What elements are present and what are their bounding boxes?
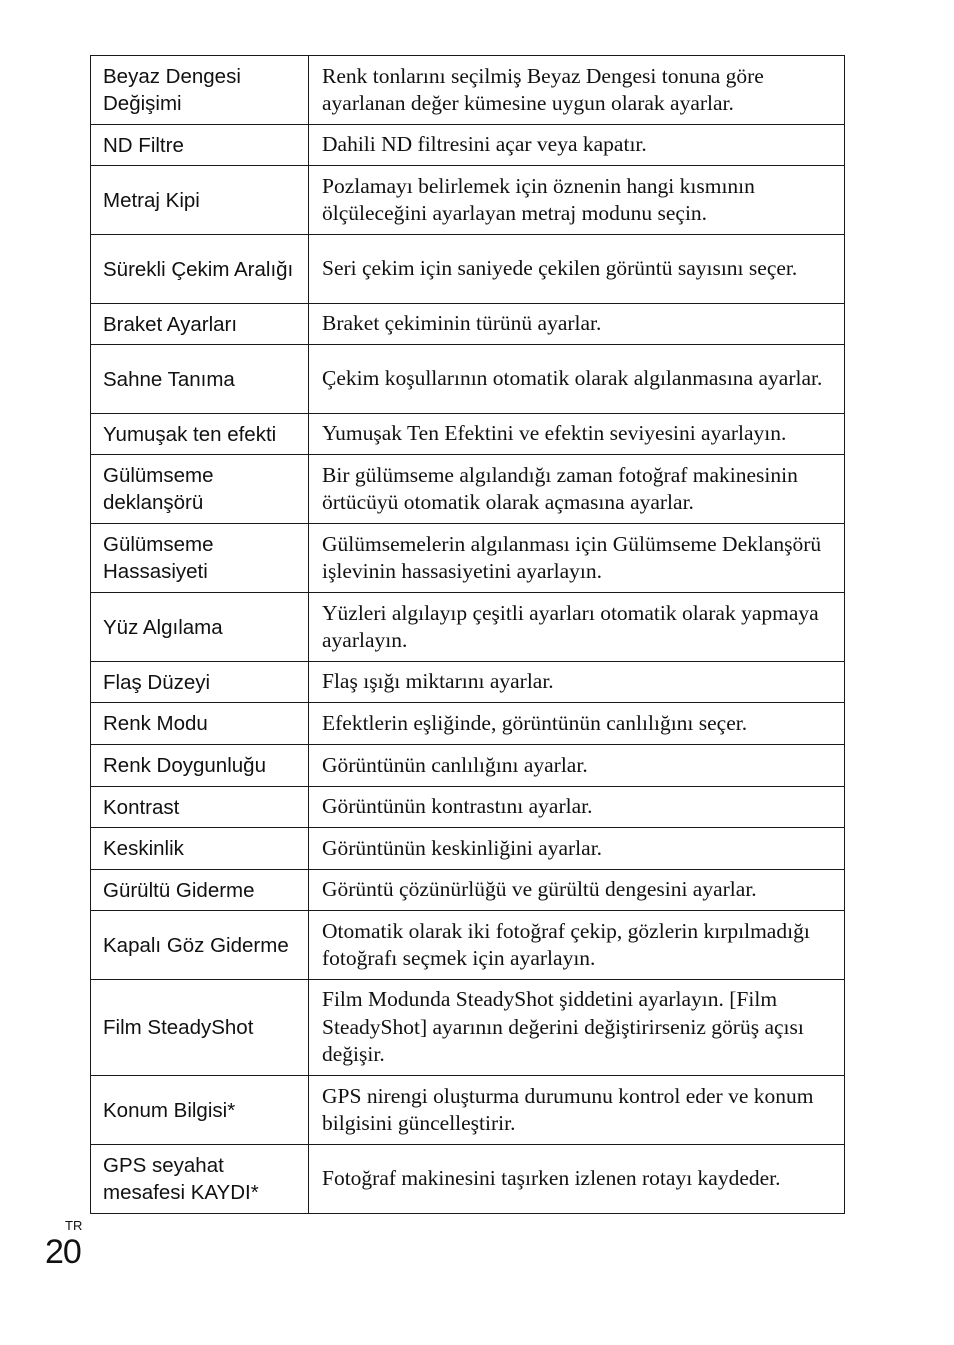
setting-term: Film SteadyShot xyxy=(91,980,309,1076)
table-row xyxy=(91,455,845,524)
language-code: TR xyxy=(65,1218,83,1233)
table-row xyxy=(91,235,845,304)
setting-description: Otomatik olarak iki fotoğraf çekip, gözlerin kırpılmadığı fotoğrafı seçmek için ayarlayın. xyxy=(309,911,845,980)
setting-description: Yumuşak Ten Efektini ve efektin seviyesini ayarlayın. xyxy=(309,414,845,455)
setting-description: Seri çekim için saniyede çekilen görüntü sayısını seçer. xyxy=(309,235,845,304)
table-row xyxy=(91,304,845,345)
table-row xyxy=(91,870,845,911)
table-row xyxy=(91,787,845,828)
setting-description: Yüzleri algılayıp çeşitli ayarları otomatik olarak yapmaya ayarlayın. xyxy=(309,593,845,662)
setting-term: ND Filtre xyxy=(91,125,309,166)
table-row xyxy=(91,911,845,980)
setting-description: GPS nirengi oluşturma durumunu kontrol eder ve konum bilgisini güncelleştirir. xyxy=(309,1076,845,1145)
table-row xyxy=(91,524,845,593)
table-row xyxy=(91,166,845,235)
setting-description: Görüntü çözünürlüğü ve gürültü dengesini ayarlar. xyxy=(309,870,845,911)
setting-term: Sürekli Çekim Aralığı xyxy=(91,235,309,304)
setting-description: Pozlamayı belirlemek için öznenin hangi kısmının ölçüleceğini ayarlayan metraj modunu seçin. xyxy=(309,166,845,235)
setting-description: Görüntünün keskinliğini ayarlar. xyxy=(309,828,845,870)
setting-term: Sahne Tanıma xyxy=(91,345,309,414)
setting-term: GPS seyahat mesafesi KAYDI* xyxy=(91,1145,309,1214)
table-row xyxy=(91,345,845,414)
table-row xyxy=(91,1145,845,1214)
setting-term: Kapalı Göz Giderme xyxy=(91,911,309,980)
setting-term: Konum Bilgisi* xyxy=(91,1076,309,1145)
setting-term: Yumuşak ten efekti xyxy=(91,414,309,455)
table-row xyxy=(91,56,845,125)
setting-description: Renk tonlarını seçilmiş Beyaz Dengesi tonuna göre ayarlanan değer kümesine uygun olarak ayarlar. xyxy=(309,56,845,125)
setting-term: Keskinlik xyxy=(91,828,309,870)
table-row xyxy=(91,1076,845,1145)
setting-description: Film Modunda SteadyShot şiddetini ayarlayın. [Film SteadyShot] ayarının değerini değiştirirseniz görüş açısı değişir. xyxy=(309,980,845,1076)
table-row xyxy=(91,828,845,870)
table-row xyxy=(91,745,845,787)
table-row xyxy=(91,980,845,1076)
setting-term: Metraj Kipi xyxy=(91,166,309,235)
table-row xyxy=(91,125,845,166)
settings-table xyxy=(90,55,845,1214)
setting-term: Yüz Algılama xyxy=(91,593,309,662)
table-row xyxy=(91,593,845,662)
setting-term: Gülümseme Hassasiyeti xyxy=(91,524,309,593)
setting-term: Flaş Düzeyi xyxy=(91,662,309,703)
setting-term: Kontrast xyxy=(91,787,309,828)
setting-term: Renk Modu xyxy=(91,703,309,745)
setting-description: Fotoğraf makinesini taşırken izlenen rotayı kaydeder. xyxy=(309,1145,845,1214)
setting-description: Görüntünün canlılığını ayarlar. xyxy=(309,745,845,787)
table-row xyxy=(91,414,845,455)
settings-table-body xyxy=(91,56,845,1214)
setting-term: Gülümseme deklanşörü xyxy=(91,455,309,524)
setting-term: Gürültü Giderme xyxy=(91,870,309,911)
setting-description: Çekim koşullarının otomatik olarak algılanmasına ayarlar. xyxy=(309,345,845,414)
table-row xyxy=(91,703,845,745)
setting-term: Braket Ayarları xyxy=(91,304,309,345)
setting-description: Bir gülümseme algılandığı zaman fotoğraf makinesinin örtücüyü otomatik olarak açmasına ayarlar. xyxy=(309,455,845,524)
setting-description: Gülümsemelerin algılanması için Gülümseme Deklanşörü işlevinin hassasiyetini ayarlayın. xyxy=(309,524,845,593)
setting-description: Görüntünün kontrastını ayarlar. xyxy=(309,787,845,828)
setting-description: Flaş ışığı miktarını ayarlar. xyxy=(309,662,845,703)
setting-description: Braket çekiminin türünü ayarlar. xyxy=(309,304,845,345)
setting-description: Dahili ND filtresini açar veya kapatır. xyxy=(309,125,845,166)
setting-term: Renk Doygunluğu xyxy=(91,745,309,787)
setting-description: Efektlerin eşliğinde, görüntünün canlılığını seçer. xyxy=(309,703,845,745)
page-number: 20 xyxy=(45,1233,81,1271)
table-row xyxy=(91,662,845,703)
setting-term: Beyaz Dengesi Değişimi xyxy=(91,56,309,125)
